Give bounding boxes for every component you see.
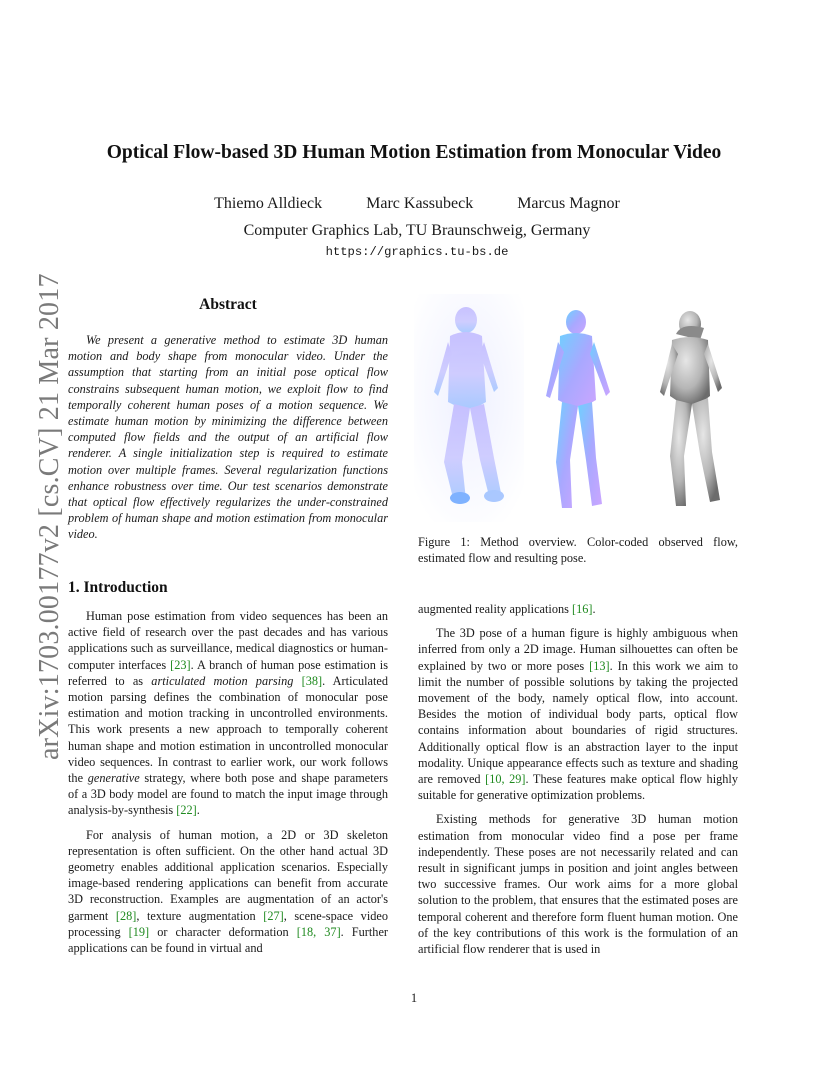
citation-link[interactable]: [16] <box>572 602 593 616</box>
citation-link[interactable]: [13] <box>589 658 610 673</box>
text-run <box>293 674 301 688</box>
text-run: Existing methods for generative 3D human motion estimation from monocular video find a pose per frame independently. These poses are not necessarily related and can result in significant jumps in position and joint angles between two successive frames. Our work aims for a more global solution to the problem, that ensures that the estimated poses are temporal coherent and therefore form fluent human motion. One of the key contributions of this work is the formulation of an artificial flow renderer that is used in <box>418 812 738 957</box>
text-run: , texture augmentation <box>136 908 264 923</box>
citation-link[interactable]: [27] <box>263 908 284 923</box>
abstract-heading: Abstract <box>199 296 257 313</box>
citation-link[interactable]: [10, 29] <box>485 772 526 787</box>
paper-title: Optical Flow-based 3D Human Motion Estimation from Monocular Video <box>106 142 722 163</box>
emphasized-term: generative <box>87 771 140 786</box>
text-run: . These features make optical flow highly suitable for generative optimization problems. <box>418 772 738 803</box>
figure-image <box>414 292 740 524</box>
author-name: Thiemo Alldieck <box>214 195 323 212</box>
figure-method-overview <box>414 292 740 524</box>
text-run: , scene-space video processing <box>68 908 388 939</box>
text-run: For analysis of human motion, a 2D or 3D skeleton representation is often sufficient. On the other hand actual 3D geometry enables additional application scenarios. Especially image-based rendering applications can benefit from accurate 3D reconstruction. Examples are augmentation of an actor's garment <box>68 827 388 923</box>
paragraph <box>418 811 738 957</box>
intro-right-column <box>418 601 738 965</box>
text-run: augmented reality applications <box>418 602 572 616</box>
text-run: The 3D pose of a human figure is highly ambiguous when inferred from only a 2D image. Human silhouettes can often be explained by two or more poses <box>418 626 738 673</box>
resulting-pose-figure <box>660 311 722 506</box>
intro-left-column <box>68 608 388 964</box>
arxiv-stamp: arXiv:1703.00177v2 [cs.CV] 21 Mar 2017 <box>34 273 65 760</box>
citation-link[interactable]: [22] <box>176 803 197 818</box>
paragraph <box>68 827 388 957</box>
citation-link[interactable]: [23] <box>170 657 191 672</box>
affiliation: Computer Graphics Lab, TU Braunschweig, Germany <box>243 222 591 239</box>
text-run: . Further applications can be found in virtual and <box>68 924 388 956</box>
page-number: 1 <box>410 991 418 1005</box>
citation-link[interactable]: [18, 37] <box>296 924 341 939</box>
text-run: or character deformation <box>149 924 297 939</box>
paragraph <box>418 625 738 803</box>
text-run: . Articulated motion parsing defines the combination of monocular pose estimation and motion tracking in uncontrolled environments. This work presents a new approach to temporally coherent human shape and motion estimation in uncontrolled monocular video sequences. In contrast to earlier work, our work follows the <box>68 673 388 786</box>
citation-link[interactable]: [19] <box>128 924 150 939</box>
abstract-body: We present a generative method to estimate 3D human motion and body shape from monocular video. Under the assumption that starting from an initial pose optical flow constrains subsequent human motion, we exploit flow to find temporally coherent human poses of a motion sequence. We estimate human motion by minimizing the difference between computed flow fields and the output of an artificial flow renderer. A single initialization step is required to estimate motion over multiple frames. Several regularization functions enhance robustness over time. Our test scenarios demonstrate that optical flow effectively regularizes the under-constrained problem of human shape and motion estimation from monocular video. <box>68 333 388 542</box>
estimated-flow-figure <box>546 310 610 508</box>
text-run: . <box>196 803 200 818</box>
text-run: Human pose estimation from video sequences has been an active field of research over the past decades and has various applications such as surveillance, medical diagnostics or human-computer interfaces <box>68 609 388 672</box>
author-list <box>0 195 828 213</box>
text-run: . In this work we aim to limit the number of possible solutions by taking the projected movement of the body, namely optical flow, into account. Besides the motion of individual body parts, optical flow contains information about boundaries of rigid structures. Additionally optical flow is an abstraction layer to the input modality. Unique appearance effects such as texture and shading are removed <box>418 658 738 787</box>
citation-link[interactable]: [38] <box>301 673 323 688</box>
text-run: strategy, where both pose and shape parameters of a 3D body model are found to match the input image through analysis-by-synthesis <box>68 771 388 818</box>
text-run: . A branch of human pose estimation is referred to as <box>68 657 388 688</box>
affiliation-url[interactable]: https://graphics.tu-bs.de <box>325 245 509 259</box>
figure-caption: Figure 1: Method overview. Color-coded observed flow, estimated flow and resulting pose. <box>418 535 738 566</box>
emphasized-term: articulated motion parsing <box>151 673 294 688</box>
citation-link[interactable]: [28] <box>115 908 137 923</box>
paragraph <box>418 601 738 617</box>
author-name: Marc Kassubeck <box>366 195 474 212</box>
text-run: . <box>592 602 596 616</box>
author-name: Marcus Magnor <box>517 195 620 212</box>
paragraph <box>68 608 388 819</box>
section-heading-introduction: 1. Introduction <box>68 579 168 596</box>
